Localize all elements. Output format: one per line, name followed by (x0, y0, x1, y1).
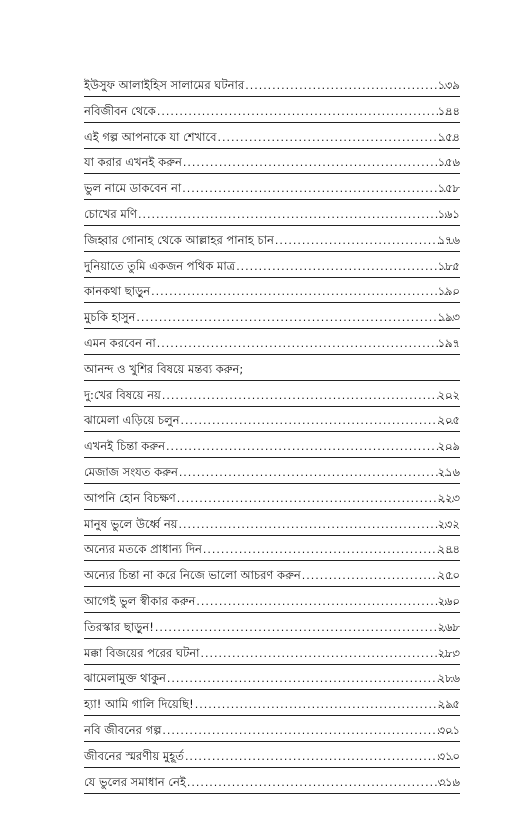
toc-row (84, 407, 460, 433)
toc-leader-dots (157, 336, 456, 354)
toc-row (84, 200, 460, 226)
toc-row (84, 174, 460, 200)
toc-entry-title: এখনই চিন্তা করুন (84, 439, 165, 454)
toc-row (84, 768, 460, 794)
toc-entry-title: নবিজীবন থেকে (84, 103, 156, 118)
toc-leader-dots (201, 646, 457, 664)
toc-row (84, 432, 460, 458)
toc-row (84, 639, 460, 665)
toc-row (84, 226, 460, 252)
toc-row (84, 355, 460, 381)
toc-entry-title: এই গল্প আপনাকে যা শেখাবে (84, 129, 217, 144)
toc-entry-title: হ্যা! আমি গালি দিয়েছি! (84, 697, 194, 712)
toc-row (84, 561, 460, 587)
toc-leader-dots (183, 155, 456, 173)
toc-entry-page: ২৮৩ (437, 645, 460, 660)
toc-leader-dots (136, 310, 456, 328)
toc-row (84, 303, 460, 329)
toc-entry-page: ২৩২ (437, 516, 460, 531)
toc-row (84, 278, 460, 304)
toc-leader-dots (195, 697, 456, 715)
toc-leader-dots (166, 439, 456, 457)
toc-row (84, 70, 460, 97)
toc-entry-title: অন্যের মতকে প্রাধান্য দিন (84, 542, 202, 557)
toc-entry-title: অন্যের চিন্তা না করে নিজে ভালো আচরণ করুন (84, 568, 301, 583)
toc-leader-dots (187, 775, 456, 793)
toc-leader-dots (181, 413, 456, 431)
toc-entry-page: ২৯৫ (437, 697, 460, 712)
toc-entry-page: ১৬১ (437, 206, 460, 221)
toc-row (84, 613, 460, 639)
toc-entry-page: ১৮৫ (437, 258, 460, 273)
toc-entry-title: মেজাজ সংযত করুন (84, 464, 178, 479)
toc-row (84, 536, 460, 562)
toc-leader-dots (203, 542, 456, 560)
toc-entry-page: ২৬০ (437, 593, 460, 608)
toc-leader-dots (185, 749, 456, 767)
toc-row (84, 381, 460, 407)
toc-entry-title: যা করার এখনই করুন (84, 155, 182, 170)
toc-entry-page: ৩১০ (437, 748, 460, 763)
toc-entry-page: ২১৬ (437, 464, 460, 479)
toc-row (84, 329, 460, 355)
toc-leader-dots (178, 517, 456, 535)
toc-row (84, 149, 460, 175)
toc-row (84, 665, 460, 691)
toc-leader-dots (138, 207, 456, 225)
toc-row (84, 458, 460, 484)
toc-entry-title: জীবনের স্মরণীয় মুহূর্ত (84, 748, 184, 763)
toc-leader-dots (182, 181, 456, 199)
toc-entry-title: মুচকি হাসুন (84, 310, 136, 325)
toc-entry-page: ২২৩ (437, 490, 460, 505)
toc-entry-title: ইউসুফ আলাইহিস সালামের ঘটনার (84, 78, 245, 92)
toc-entry-page: ২৬৮ (437, 619, 460, 634)
toc-entry-title: এমন করবেন না (84, 335, 156, 350)
toc-row (84, 97, 460, 123)
toc-leader-dots (162, 388, 456, 406)
toc-entry-title: নবি জীবনের গল্প (84, 722, 162, 737)
toc-entry-page: ১৩৯ (437, 78, 460, 92)
toc-entry-title: দু:খের বিষয়ে নয় (84, 387, 161, 402)
toc-entry-title: আনন্দ ও খুশির বিষয়ে মন্তব্য করুন; (84, 361, 244, 376)
toc-leader-dots (177, 491, 456, 509)
toc-entry-title: আপনি হোন বিচক্ষণ (84, 490, 176, 505)
toc-entry-title: যে ভুলের সমাধান নেই (84, 774, 186, 789)
toc-entry-page: ২০৫ (437, 413, 460, 428)
toc-entry-page: ১৯০ (437, 284, 460, 299)
toc-entry-page: ১৭৬ (437, 232, 460, 247)
toc-row (84, 484, 460, 510)
toc-entry-title: তিরস্কার ছাড়ুন! (84, 619, 154, 634)
toc-entry-title: আগেই ভুল স্বীকার করুন (84, 593, 196, 608)
toc-row (84, 252, 460, 278)
toc-entry-page: ৩০১ (437, 722, 460, 737)
toc-entry-page: ২৪৪ (437, 542, 460, 557)
toc-leader-dots (155, 620, 456, 638)
toc-entry-page: ৩১৬ (437, 774, 460, 789)
toc-leader-dots (157, 104, 456, 122)
toc-row (84, 690, 460, 716)
toc-entry-title: দুনিয়াতে তুমি একজন পথিক মাত্র (84, 258, 236, 273)
toc-row (84, 510, 460, 536)
toc-leader-dots (162, 723, 456, 741)
toc-leader-dots (151, 284, 456, 302)
toc-entry-title: কানকথা ছাড়ুন (84, 284, 151, 299)
toc-leader-dots (167, 671, 456, 689)
toc-leader-dots (218, 130, 456, 148)
toc-leader-dots (196, 594, 456, 612)
toc-entry-title: চোখের মণি (84, 206, 137, 221)
toc-entry-page: ১৫৪ (437, 129, 460, 144)
toc-entry-page: ১৯৭ (437, 335, 460, 350)
toc-entry-title: ঝামেলা এড়িয়ে চলুন (84, 413, 180, 428)
toc-entry-page: ২৮৬ (437, 671, 460, 686)
toc-entry-title: মক্কা বিজয়ের পরের ঘটনা (84, 645, 200, 660)
toc-entry-title: ভুল নামে ডাকবেন না (84, 181, 182, 196)
toc-entry-page: ২০৯ (437, 439, 460, 454)
toc-entry-page: ১৫৬ (437, 155, 460, 170)
toc-entry-title: জিহ্বার গোনাহ থেকে আল্লাহর পানাহ চান (84, 232, 274, 247)
toc-entry-page: ২০২ (437, 387, 460, 402)
toc-row (84, 123, 460, 149)
toc-entry-page: ১৫৮ (437, 181, 460, 196)
toc-entry-page: ১৯৩ (437, 310, 460, 325)
toc-row (84, 587, 460, 613)
toc-row (84, 716, 460, 742)
toc-entry-title: ঝামেলামুক্ত থাকুন (84, 671, 166, 686)
toc-entry-page: ২৫০ (437, 568, 460, 583)
toc-entry-title: মানুষ ভুলে উর্ধ্বে নয় (84, 516, 178, 531)
toc-leader-dots (179, 465, 456, 483)
table-of-contents (84, 70, 460, 794)
toc-row (84, 742, 460, 768)
toc-entry-page: ১৪৪ (437, 103, 460, 118)
